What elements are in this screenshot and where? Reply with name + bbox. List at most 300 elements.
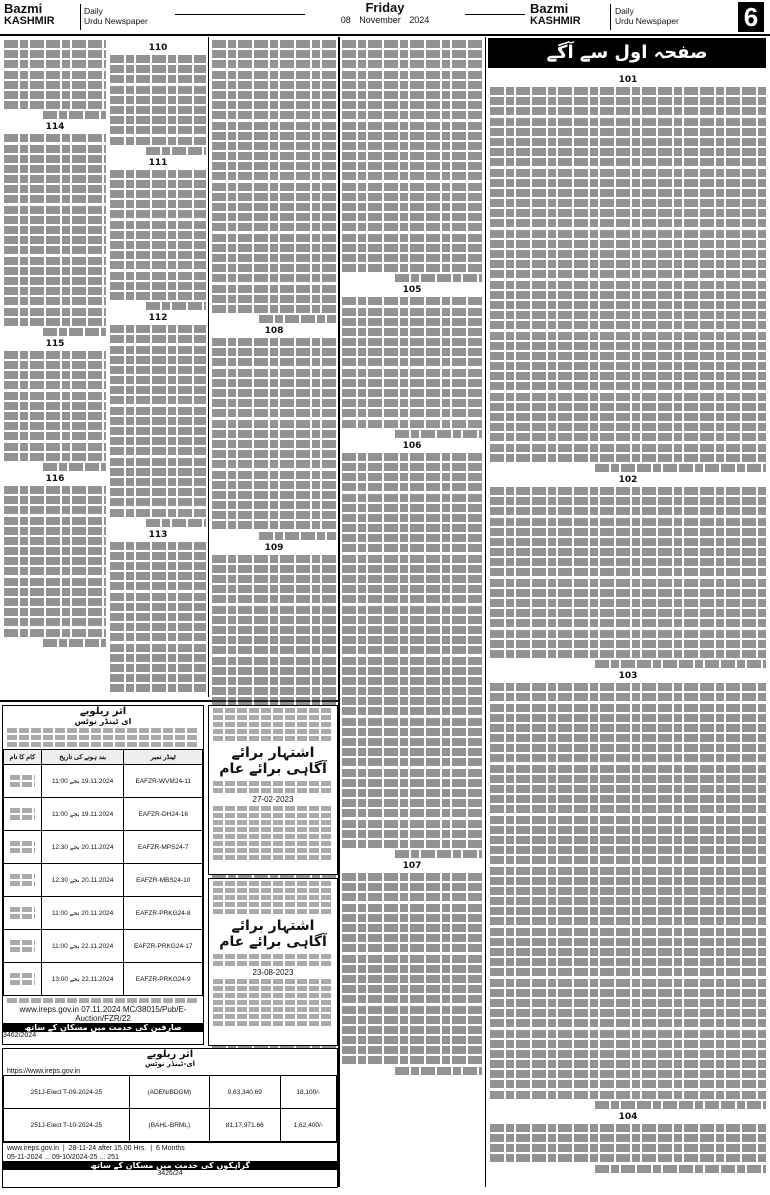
text-line xyxy=(212,636,336,644)
text-line xyxy=(4,145,106,153)
text-line xyxy=(490,311,766,319)
text-line xyxy=(490,805,766,813)
text-line xyxy=(110,458,206,466)
text-line xyxy=(490,189,766,197)
text-line xyxy=(212,285,336,293)
text-line xyxy=(342,60,482,68)
text-line xyxy=(342,544,482,552)
text-line xyxy=(342,565,482,573)
text-line xyxy=(490,107,766,115)
article-number: 112 xyxy=(148,313,168,324)
text-line xyxy=(146,519,206,527)
article-body xyxy=(342,453,482,858)
text-line xyxy=(110,509,206,517)
ad-code: 3426/24 xyxy=(157,1170,183,1177)
text-line xyxy=(212,565,336,573)
text-line xyxy=(110,447,206,455)
text-line xyxy=(110,55,206,63)
col-header: بند ہونے کی تاریخ xyxy=(41,750,124,765)
article-body xyxy=(110,170,206,310)
text-line xyxy=(342,254,482,262)
text-line xyxy=(110,221,206,229)
text-line xyxy=(342,514,482,522)
article-body xyxy=(110,55,206,155)
text-line xyxy=(4,527,106,535)
text-line xyxy=(342,944,482,952)
text-line xyxy=(342,420,482,428)
text-line xyxy=(146,695,206,696)
text-line xyxy=(43,639,106,647)
text-line xyxy=(490,599,766,607)
text-line xyxy=(395,274,482,282)
text-line xyxy=(342,369,482,377)
notice-title: اشتہار برائے آگاہی برائے عام xyxy=(219,745,327,777)
table-row xyxy=(4,1109,337,1142)
text-line xyxy=(4,165,106,173)
tender-table xyxy=(3,749,203,996)
text-line xyxy=(595,1101,766,1109)
text-line xyxy=(490,209,766,217)
text-line xyxy=(342,667,482,675)
text-line xyxy=(212,626,336,634)
text-line xyxy=(490,650,766,658)
text-line xyxy=(342,595,482,603)
text-line xyxy=(212,40,336,48)
text-line xyxy=(110,572,206,580)
text-line xyxy=(212,677,336,685)
text-line xyxy=(110,396,206,404)
text-line xyxy=(110,261,206,269)
table-row xyxy=(4,864,203,897)
text-line xyxy=(212,295,336,303)
text-line xyxy=(490,118,766,126)
text-line xyxy=(212,501,336,509)
text-line xyxy=(490,423,766,431)
text-line xyxy=(4,618,106,626)
text-line xyxy=(490,619,766,627)
article-body xyxy=(4,134,106,336)
text-line xyxy=(110,251,206,259)
table-row xyxy=(4,798,203,831)
work-description xyxy=(4,798,42,831)
text-line xyxy=(490,148,766,156)
text-line xyxy=(4,206,106,214)
text-line xyxy=(342,264,482,272)
text-line xyxy=(110,231,206,239)
text-line xyxy=(212,142,336,150)
text-line xyxy=(342,40,482,48)
brand-bottom: KASHMIR xyxy=(530,15,581,27)
text-line xyxy=(490,352,766,360)
column-1 xyxy=(4,40,106,695)
article-body xyxy=(490,87,766,472)
tender-value: 81,17,971.66 xyxy=(209,1109,280,1142)
text-line xyxy=(110,200,206,208)
closing-time: 28-11-24 after 15.00 Hrs. xyxy=(68,1145,147,1152)
text-line xyxy=(490,158,766,166)
text-line xyxy=(4,351,106,359)
table-row xyxy=(4,897,203,930)
notice-title: اشتہار برائے آگاہی برائے عام xyxy=(219,918,327,950)
text-line xyxy=(342,234,482,242)
text-line xyxy=(490,518,766,526)
text-line xyxy=(342,111,482,119)
text-line xyxy=(110,603,206,611)
text-line xyxy=(146,302,206,310)
text-line xyxy=(342,616,482,624)
text-line xyxy=(4,236,106,244)
text-line xyxy=(4,557,106,565)
text-line xyxy=(4,308,106,316)
text-line xyxy=(4,598,106,606)
text-line xyxy=(490,433,766,441)
text-line xyxy=(342,840,482,848)
text-line xyxy=(342,132,482,140)
text-line xyxy=(212,193,336,201)
text-line xyxy=(342,924,482,932)
text-line xyxy=(490,87,766,95)
text-line xyxy=(4,496,106,504)
text-line xyxy=(342,409,482,417)
text-line xyxy=(146,147,206,155)
text-line xyxy=(490,744,766,752)
masthead-right-sub xyxy=(615,6,679,26)
col-header: کام کا نام xyxy=(4,750,42,765)
text-line xyxy=(342,1056,482,1064)
article-number: 104 xyxy=(618,1111,638,1122)
text-line xyxy=(342,81,482,89)
text-line xyxy=(342,758,482,766)
text-line xyxy=(490,219,766,227)
text-line xyxy=(342,830,482,838)
text-line xyxy=(212,460,336,468)
article-number: 111 xyxy=(148,157,168,168)
text-line xyxy=(212,595,336,603)
text-line xyxy=(490,826,766,834)
text-line xyxy=(212,369,336,377)
article-number: 114 xyxy=(45,122,65,133)
text-line xyxy=(4,453,106,461)
tender-number: EAFZR-PRKG24-17 xyxy=(124,930,203,963)
text-line xyxy=(490,1070,766,1078)
text-line xyxy=(212,305,336,313)
text-line xyxy=(110,674,206,682)
text-line xyxy=(490,704,766,712)
text-line xyxy=(43,463,106,471)
text-line xyxy=(490,958,766,966)
text-line xyxy=(342,504,482,512)
text-line xyxy=(110,126,206,134)
text-line xyxy=(110,65,206,73)
text-line xyxy=(212,152,336,160)
text-line xyxy=(342,308,482,316)
text-line xyxy=(212,203,336,211)
text-line xyxy=(490,568,766,576)
tender-number: EAFZR-MBS24-10 xyxy=(124,864,203,897)
page-number: 6 xyxy=(738,2,764,32)
text-line xyxy=(110,190,206,198)
text-line xyxy=(490,724,766,732)
text-line xyxy=(110,282,206,290)
article-number: 101 xyxy=(618,75,638,85)
text-line xyxy=(110,96,206,104)
text-line xyxy=(490,332,766,340)
text-line xyxy=(110,498,206,506)
text-line xyxy=(490,785,766,793)
tender-number: EAFZR-MPS24-7 xyxy=(124,831,203,864)
text-line xyxy=(212,162,336,170)
text-line xyxy=(342,728,482,736)
text-line xyxy=(490,1144,766,1152)
text-line xyxy=(342,1036,482,1044)
text-line xyxy=(4,588,106,596)
text-line xyxy=(342,152,482,160)
text-line xyxy=(4,134,106,142)
text-line xyxy=(490,240,766,248)
text-line xyxy=(212,657,336,665)
text-line xyxy=(342,995,482,1003)
text-line xyxy=(342,809,482,817)
text-line xyxy=(342,606,482,614)
text-line xyxy=(342,965,482,973)
text-line xyxy=(342,934,482,942)
text-line xyxy=(490,497,766,505)
article-body xyxy=(342,873,482,1075)
text-line xyxy=(342,358,482,366)
text-line xyxy=(342,183,482,191)
text-line xyxy=(490,1050,766,1058)
article-body xyxy=(490,1124,766,1173)
text-line xyxy=(490,589,766,597)
text-line xyxy=(212,358,336,366)
text-line xyxy=(342,748,482,756)
text-line xyxy=(4,361,106,369)
tender-number: EAFZR-PRKG24-9 xyxy=(124,963,203,996)
article-number: 105 xyxy=(402,285,422,296)
text-line xyxy=(342,697,482,705)
text-line xyxy=(4,443,106,451)
notice-date: 23-08-2023 xyxy=(252,968,294,977)
text-line xyxy=(342,172,482,180)
text-line xyxy=(342,769,482,777)
text-line xyxy=(43,111,106,119)
text-line xyxy=(342,687,482,695)
text-line xyxy=(342,975,482,983)
text-line xyxy=(4,318,106,326)
text-line xyxy=(490,97,766,105)
text-line xyxy=(342,91,482,99)
text-line xyxy=(4,371,106,379)
text-line xyxy=(4,608,106,616)
text-line xyxy=(490,754,766,762)
text-line xyxy=(110,427,206,435)
article-body xyxy=(4,351,106,471)
text-line xyxy=(4,297,106,305)
tender-site: www.ireps.gov.in xyxy=(19,1005,79,1014)
text-line xyxy=(4,486,106,494)
footer-site: www.ireps.gov.in xyxy=(7,1145,60,1152)
text-line xyxy=(110,335,206,343)
text-line xyxy=(490,948,766,956)
text-line xyxy=(490,1091,766,1099)
sub-daily: Daily xyxy=(84,6,103,16)
text-line xyxy=(342,1006,482,1014)
text-line xyxy=(490,558,766,566)
text-line xyxy=(110,366,206,374)
article-body xyxy=(490,683,766,1109)
text-line xyxy=(4,578,106,586)
text-line xyxy=(490,179,766,187)
tender-ref-date: 07.11.2024 xyxy=(81,1005,121,1014)
text-line xyxy=(110,654,206,662)
text-line xyxy=(4,195,106,203)
article-body xyxy=(212,338,336,540)
text-line xyxy=(212,172,336,180)
text-line xyxy=(395,430,482,438)
text-line xyxy=(342,707,482,715)
text-line xyxy=(490,260,766,268)
text-line xyxy=(490,169,766,177)
text-line xyxy=(110,478,206,486)
text-line xyxy=(490,897,766,905)
text-line xyxy=(4,101,106,109)
tender-number: 251J-Elect T-09-2024-25 xyxy=(4,1076,130,1109)
text-line xyxy=(212,667,336,675)
emd-value: 18,100/- xyxy=(280,1076,336,1109)
article-body xyxy=(342,297,482,437)
text-line xyxy=(4,50,106,58)
text-line xyxy=(490,548,766,556)
text-line xyxy=(342,914,482,922)
text-line xyxy=(212,555,336,563)
masthead xyxy=(0,0,770,36)
article-number: 108 xyxy=(264,326,284,337)
article-number: 107 xyxy=(402,861,422,872)
text-line xyxy=(342,338,482,346)
tender-number: EAFZR-PRKG24-8 xyxy=(124,897,203,930)
ad-subtitle: ای-ٹینڈر نوٹس xyxy=(144,1060,196,1068)
tender-site: https://www.ireps.gov.in xyxy=(7,1068,81,1075)
text-line xyxy=(4,402,106,410)
text-line xyxy=(4,547,106,555)
front-page-continued-banner: صفحہ اول سے آگے xyxy=(488,38,766,68)
text-line xyxy=(4,226,106,234)
text-line xyxy=(490,693,766,701)
text-line xyxy=(110,593,206,601)
text-line xyxy=(342,636,482,644)
text-line xyxy=(490,342,766,350)
text-line xyxy=(4,71,106,79)
text-line xyxy=(490,393,766,401)
text-line xyxy=(4,412,106,420)
text-line xyxy=(395,850,482,858)
text-line xyxy=(342,646,482,654)
text-line xyxy=(490,538,766,546)
text-line xyxy=(212,264,336,272)
work-description xyxy=(4,765,42,798)
text-line xyxy=(342,904,482,912)
article-body xyxy=(212,40,336,323)
text-line xyxy=(212,430,336,438)
text-line xyxy=(595,1165,766,1173)
article-number: 109 xyxy=(264,542,284,553)
text-line xyxy=(110,664,206,672)
article-number: 102 xyxy=(618,474,638,485)
text-line xyxy=(4,185,106,193)
text-line xyxy=(110,292,206,300)
text-line xyxy=(490,1009,766,1017)
masthead-date: 08 November 2024 xyxy=(340,15,430,25)
closing-date: 22.11.2024 بجے 13:00 xyxy=(41,963,124,996)
text-line xyxy=(110,325,206,333)
article-number: 116 xyxy=(45,473,65,484)
table-row xyxy=(4,930,203,963)
emd-value: 1,62,400/- xyxy=(280,1109,336,1142)
ad-subtitle: ای ٹینڈر نوٹس xyxy=(74,717,132,726)
text-line xyxy=(110,684,206,692)
text-line xyxy=(342,873,482,881)
text-line xyxy=(342,213,482,221)
text-line xyxy=(110,613,206,621)
notice-date: 27-02-2023 xyxy=(252,795,294,804)
text-line xyxy=(4,567,106,575)
text-line xyxy=(490,775,766,783)
text-line xyxy=(212,71,336,79)
text-line xyxy=(490,138,766,146)
text-line xyxy=(4,629,106,637)
text-line xyxy=(212,450,336,458)
article-body xyxy=(490,487,766,668)
text-line xyxy=(212,101,336,109)
text-line xyxy=(490,1040,766,1048)
text-line xyxy=(110,623,206,631)
text-line xyxy=(595,660,766,668)
text-line xyxy=(4,216,106,224)
text-line xyxy=(110,562,206,570)
sub-daily: Daily xyxy=(615,6,634,16)
text-line xyxy=(490,528,766,536)
text-line xyxy=(490,877,766,885)
text-line xyxy=(110,552,206,560)
text-line xyxy=(342,626,482,634)
text-line xyxy=(212,60,336,68)
text-line xyxy=(342,883,482,891)
text-line xyxy=(490,281,766,289)
railway-tender-ad xyxy=(2,705,204,1045)
text-line xyxy=(490,128,766,136)
text-line xyxy=(212,111,336,119)
text-line xyxy=(4,506,106,514)
text-line xyxy=(490,1080,766,1088)
column-4 xyxy=(342,40,482,1188)
text-line xyxy=(342,244,482,252)
article-number: 115 xyxy=(45,338,65,349)
text-line xyxy=(212,389,336,397)
text-line xyxy=(212,575,336,583)
text-line xyxy=(490,372,766,380)
text-line xyxy=(110,241,206,249)
text-line xyxy=(110,542,206,550)
text-line xyxy=(342,820,482,828)
ref-line: 05-11-2024 ... 09-10/2024-25 ... 251 xyxy=(7,1154,119,1161)
text-line xyxy=(4,91,106,99)
work-description xyxy=(4,864,42,897)
tender-number: EAFZR-WVM24-11 xyxy=(124,765,203,798)
table-row xyxy=(4,831,203,864)
text-line xyxy=(490,765,766,773)
text-line xyxy=(490,321,766,329)
brand-bottom: KASHMIR xyxy=(4,15,55,27)
